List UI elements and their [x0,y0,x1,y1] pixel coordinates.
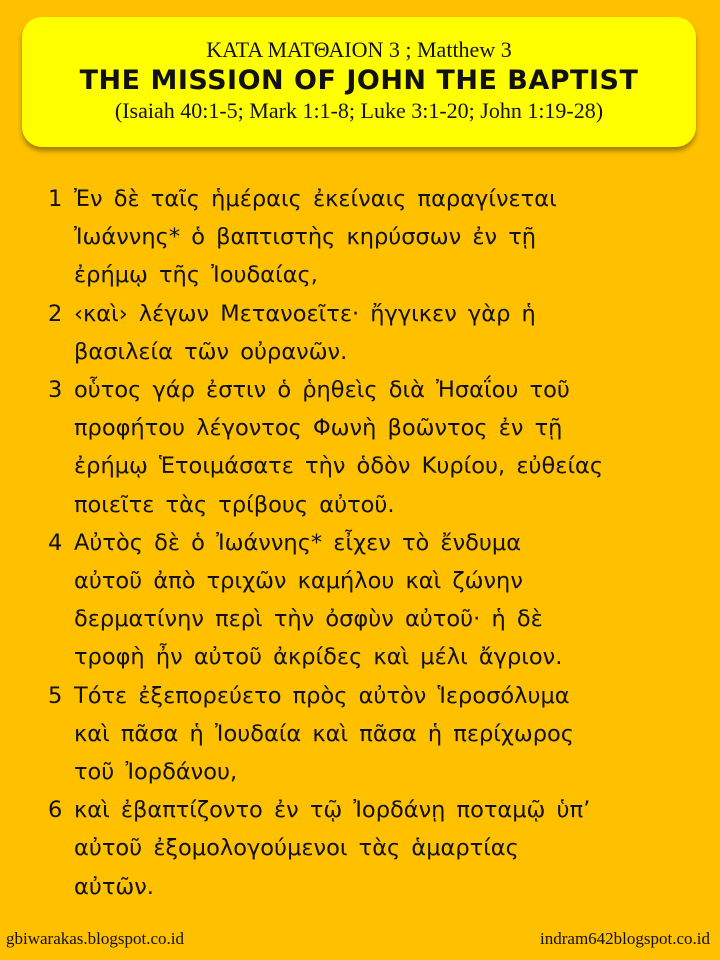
verse-line: καὶ πᾶσα ἡ Ἰουδαία καὶ πᾶσα ἡ περίχωρος [74,720,575,747]
verse-line: Αὐτὸς δὲ ὁ Ἰωάννης* εἶχεν τὸ ἔνδυμα [74,529,522,556]
verse-number: 1 [48,186,63,212]
verse-line: τροφὴ ἦν αὐτοῦ ἀκρίδες καὶ μέλι ἄγριον. [74,644,563,671]
chapter-heading: ΚΑΤΑ ΜΑΤΘΑΙΟΝ 3 ; Matthew 3 [206,37,512,62]
footer-right-credit: indram642blogspot.co.id [540,929,710,948]
verse-line: τοῦ Ἰορδάνου, [74,759,238,786]
verse-number: 5 [48,682,63,709]
verse [48,791,688,906]
verse-number: 4 [48,529,63,556]
verse [48,524,688,677]
verse-text [74,791,688,906]
verse-line: αὐτῶν. [74,873,154,900]
verse-text [74,371,688,524]
verse-line: ἐρήμῳ τῆς Ἰουδαίας, [74,262,318,289]
verse-line: ποιεῖτε τὰς τρίβους αὐτοῦ. [74,491,395,518]
verse-line: αὐτοῦ ἀπὸ τριχῶν καμήλου καὶ ζώνην [74,568,523,595]
parallel-references: (Isaiah 40:1-5; Mark 1:1-8; Luke 3:1-20; John 1:19-28) [114,98,604,123]
verse-text [74,677,688,792]
header-box [22,17,696,147]
verse [48,295,688,371]
verse-line: ἐρήμῳ Ἑτοιμάσατε τὴν ὁδὸν Κυρίου, εὐθείας [74,453,604,480]
section-title: THE MISSION OF JOHN THE BAPTIST [79,65,639,96]
verse-line: αὐτοῦ ἐξομολογούμενοι τὰς ἁμαρτίας [74,835,519,862]
verse-list [48,180,688,906]
verse-line: καὶ ἐβαπτίζοντο ἐν τῷ Ἰορδάνῃ ποταμῷ ὑπ’ [74,797,591,824]
verse-line: προφήτου λέγοντος Φωνὴ βοῶντος ἐν τῇ [74,415,563,442]
verse-text [74,524,688,677]
verse-line: οὗτος γάρ ἐστιν ὁ ῥηθεὶς διὰ Ἠσαΐου τοῦ [74,377,570,404]
verse-number: 6 [48,797,63,824]
verse [48,677,688,792]
verse-text [74,295,688,371]
verse-line: Ἰωάννης* ὁ βαπτιστὴς κηρύσσων ἐν τῇ [74,224,537,251]
verse [48,180,688,295]
verse-line: βασιλεία τῶν οὐρανῶν. [74,338,348,365]
verse-text [74,180,688,295]
verse-line: ‹καὶ› λέγων Μετανοεῖτε· ἤγγικεν γὰρ ἡ [74,300,536,327]
verse-number: 2 [48,300,63,327]
verse [48,371,688,524]
verse-line: Τότε ἐξεπορεύετο πρὸς αὐτὸν Ἱεροσόλυμα [74,682,570,709]
verse-number: 3 [48,377,63,404]
verse-line: δερματίνην περὶ τὴν ὀσφὺν αὐτοῦ· ἡ δὲ [74,606,543,633]
footer-left-credit: gbiwarakas.blogspot.co.id [6,929,184,948]
verse-line: Ἐν δὲ ταῖς ἡμέραις ἐκείναις παραγίνεται [74,186,557,212]
